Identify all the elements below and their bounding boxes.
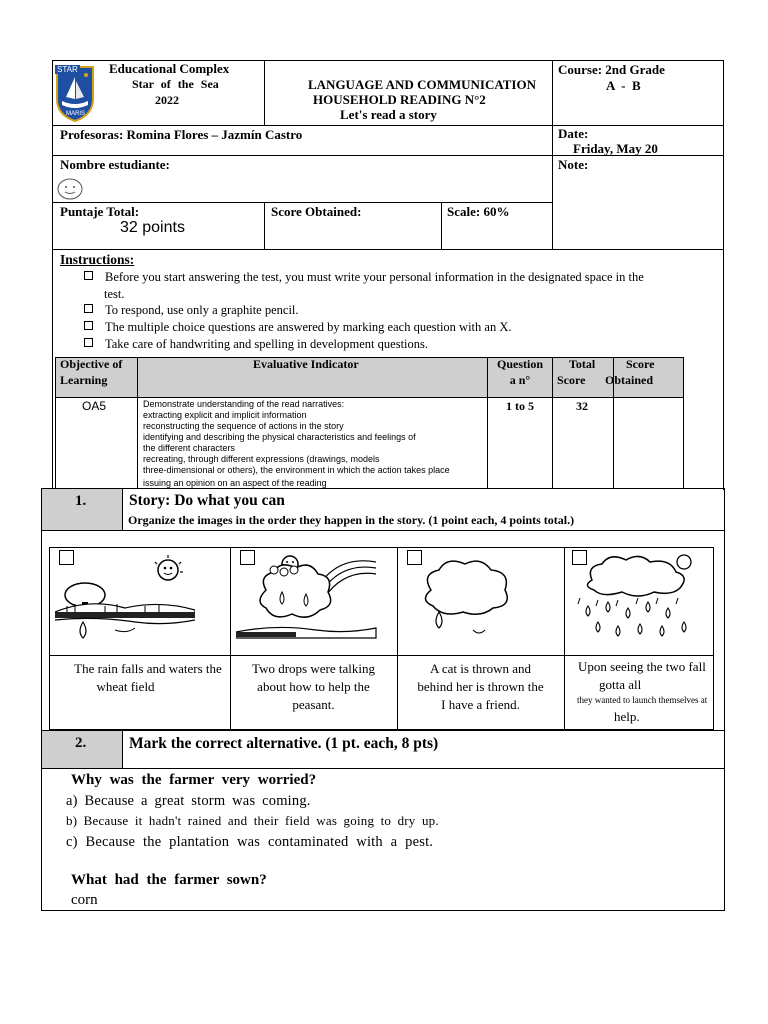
divider [52,202,552,203]
total-score-value: 32 points [120,219,185,236]
divider [487,357,488,489]
school-year: 2022 [155,93,179,107]
caption-4: Upon seeing the two fall gotta all they wanted to launch themselves at help. [577,659,708,724]
divider [137,357,138,489]
divider [264,202,265,250]
col-indicator: Evaluative Indicator [253,357,359,371]
story-image-cloud-drop [403,550,543,647]
col-score-obtained: Score Obtained [605,357,655,387]
divider [441,202,442,250]
divider [49,655,714,656]
divider [52,125,724,126]
question-1: Why was the farmer very worried? [71,772,317,788]
divider [41,730,725,731]
caption-1: The rain falls and waters the wheat field [74,661,222,694]
row-indicator-list: Demonstrate understanding of the read narratives: extracting explicit and implicit information reconstructing the sequence of actions in the story identifying and describing the physical characteristics and feelings of the different characters recreating, through different expressions (drawings, models three-dimensional or others), the environment in which the action takes place issuing an opinion on an aspect of the reading [143,399,450,488]
q1-option-c[interactable]: c) Because the plantation was contaminated with a pest. [66,834,434,850]
instructions-frame [52,250,53,490]
school-name: Educational Complex [109,61,230,76]
row-oa: OA5 [82,399,107,413]
instruction-item: Before you start answering the test, you must write your personal information in the designated space in the [84,269,644,285]
school-logo [54,63,96,123]
section1-subtitle: Organize the images in the order they happen in the story. (1 point each, 4 points total.) [128,513,575,527]
school-name-line2: Star of the Sea [132,77,219,91]
section1-title: Story: Do what you can [129,492,285,509]
logo-text-bottom: MARIS [66,111,86,117]
row-total: 32 [576,399,588,413]
caption-3: A cat is thrown and behind her is thrown the I have a friend. [417,661,544,712]
subject-title: LANGUAGE AND COMMUNICATION [308,77,536,92]
row-questions: 1 to 5 [506,399,534,413]
divider [552,357,553,489]
note-label: Note: [558,157,589,172]
divider [41,768,725,769]
col-total: Total Score [557,357,596,387]
teachers-label: Profesoras: Romina Flores – Jazmín Castro [60,127,303,142]
score-obtained-label: Score Obtained: [271,204,362,219]
divider [41,530,725,531]
date-label: Date: [558,126,589,141]
date-value: Friday, May 20 [573,141,658,156]
story-image-rain-cloud [568,550,710,647]
story-image-cloud-rainbow [236,550,380,647]
story-image-field [55,550,195,647]
instruction-item: The multiple choice questions are answered by marking each question with an X. [84,319,511,335]
scale-label: Scale: 60% [447,204,510,219]
section2-number: 2. [75,735,87,751]
total-score-label: Puntaje Total: [60,204,140,219]
divider [564,547,565,730]
smiley-icon [56,177,84,206]
checkbox-icon [84,321,93,330]
question-2: What had the farmer sown? [71,872,267,888]
section1-number: 1. [75,493,87,509]
subject-subtitle: Let's read a story [340,107,437,122]
caption-2: Two drops were talking about how to help the peasant. [252,661,375,712]
checkbox-icon [84,304,93,313]
q2-answer[interactable]: corn [71,892,98,908]
course-label: Course: 2nd Grade [558,62,665,77]
checkbox-icon [84,271,93,280]
checkbox-icon [84,338,93,347]
instruction-item: To respond, use only a graphite pencil. [84,302,299,318]
col-objective: Objective of Learning [60,357,123,387]
col-question: Question a n° [496,357,543,387]
instruction-item: Take care of handwriting and spelling in development questions. [84,336,428,352]
instruction-item-cont: test. [104,287,125,301]
logo-text: STAR [57,65,78,74]
divider [264,60,265,126]
instructions-title: Instructions: [60,252,135,267]
instructions-frame [723,250,724,490]
section2-title: Mark the correct alternative. (1 pt. each, 8 pts) [129,735,439,752]
student-name-label: Nombre estudiante: [60,157,170,172]
subject-reading: HOUSEHOLD READING N°2 [313,92,486,107]
course-sections: A - B [606,78,641,93]
q1-option-b[interactable]: b) Because it hadn't rained and their field was going to dry up. [66,813,439,828]
q1-option-a[interactable]: a) Because a great storm was coming. [66,793,311,809]
